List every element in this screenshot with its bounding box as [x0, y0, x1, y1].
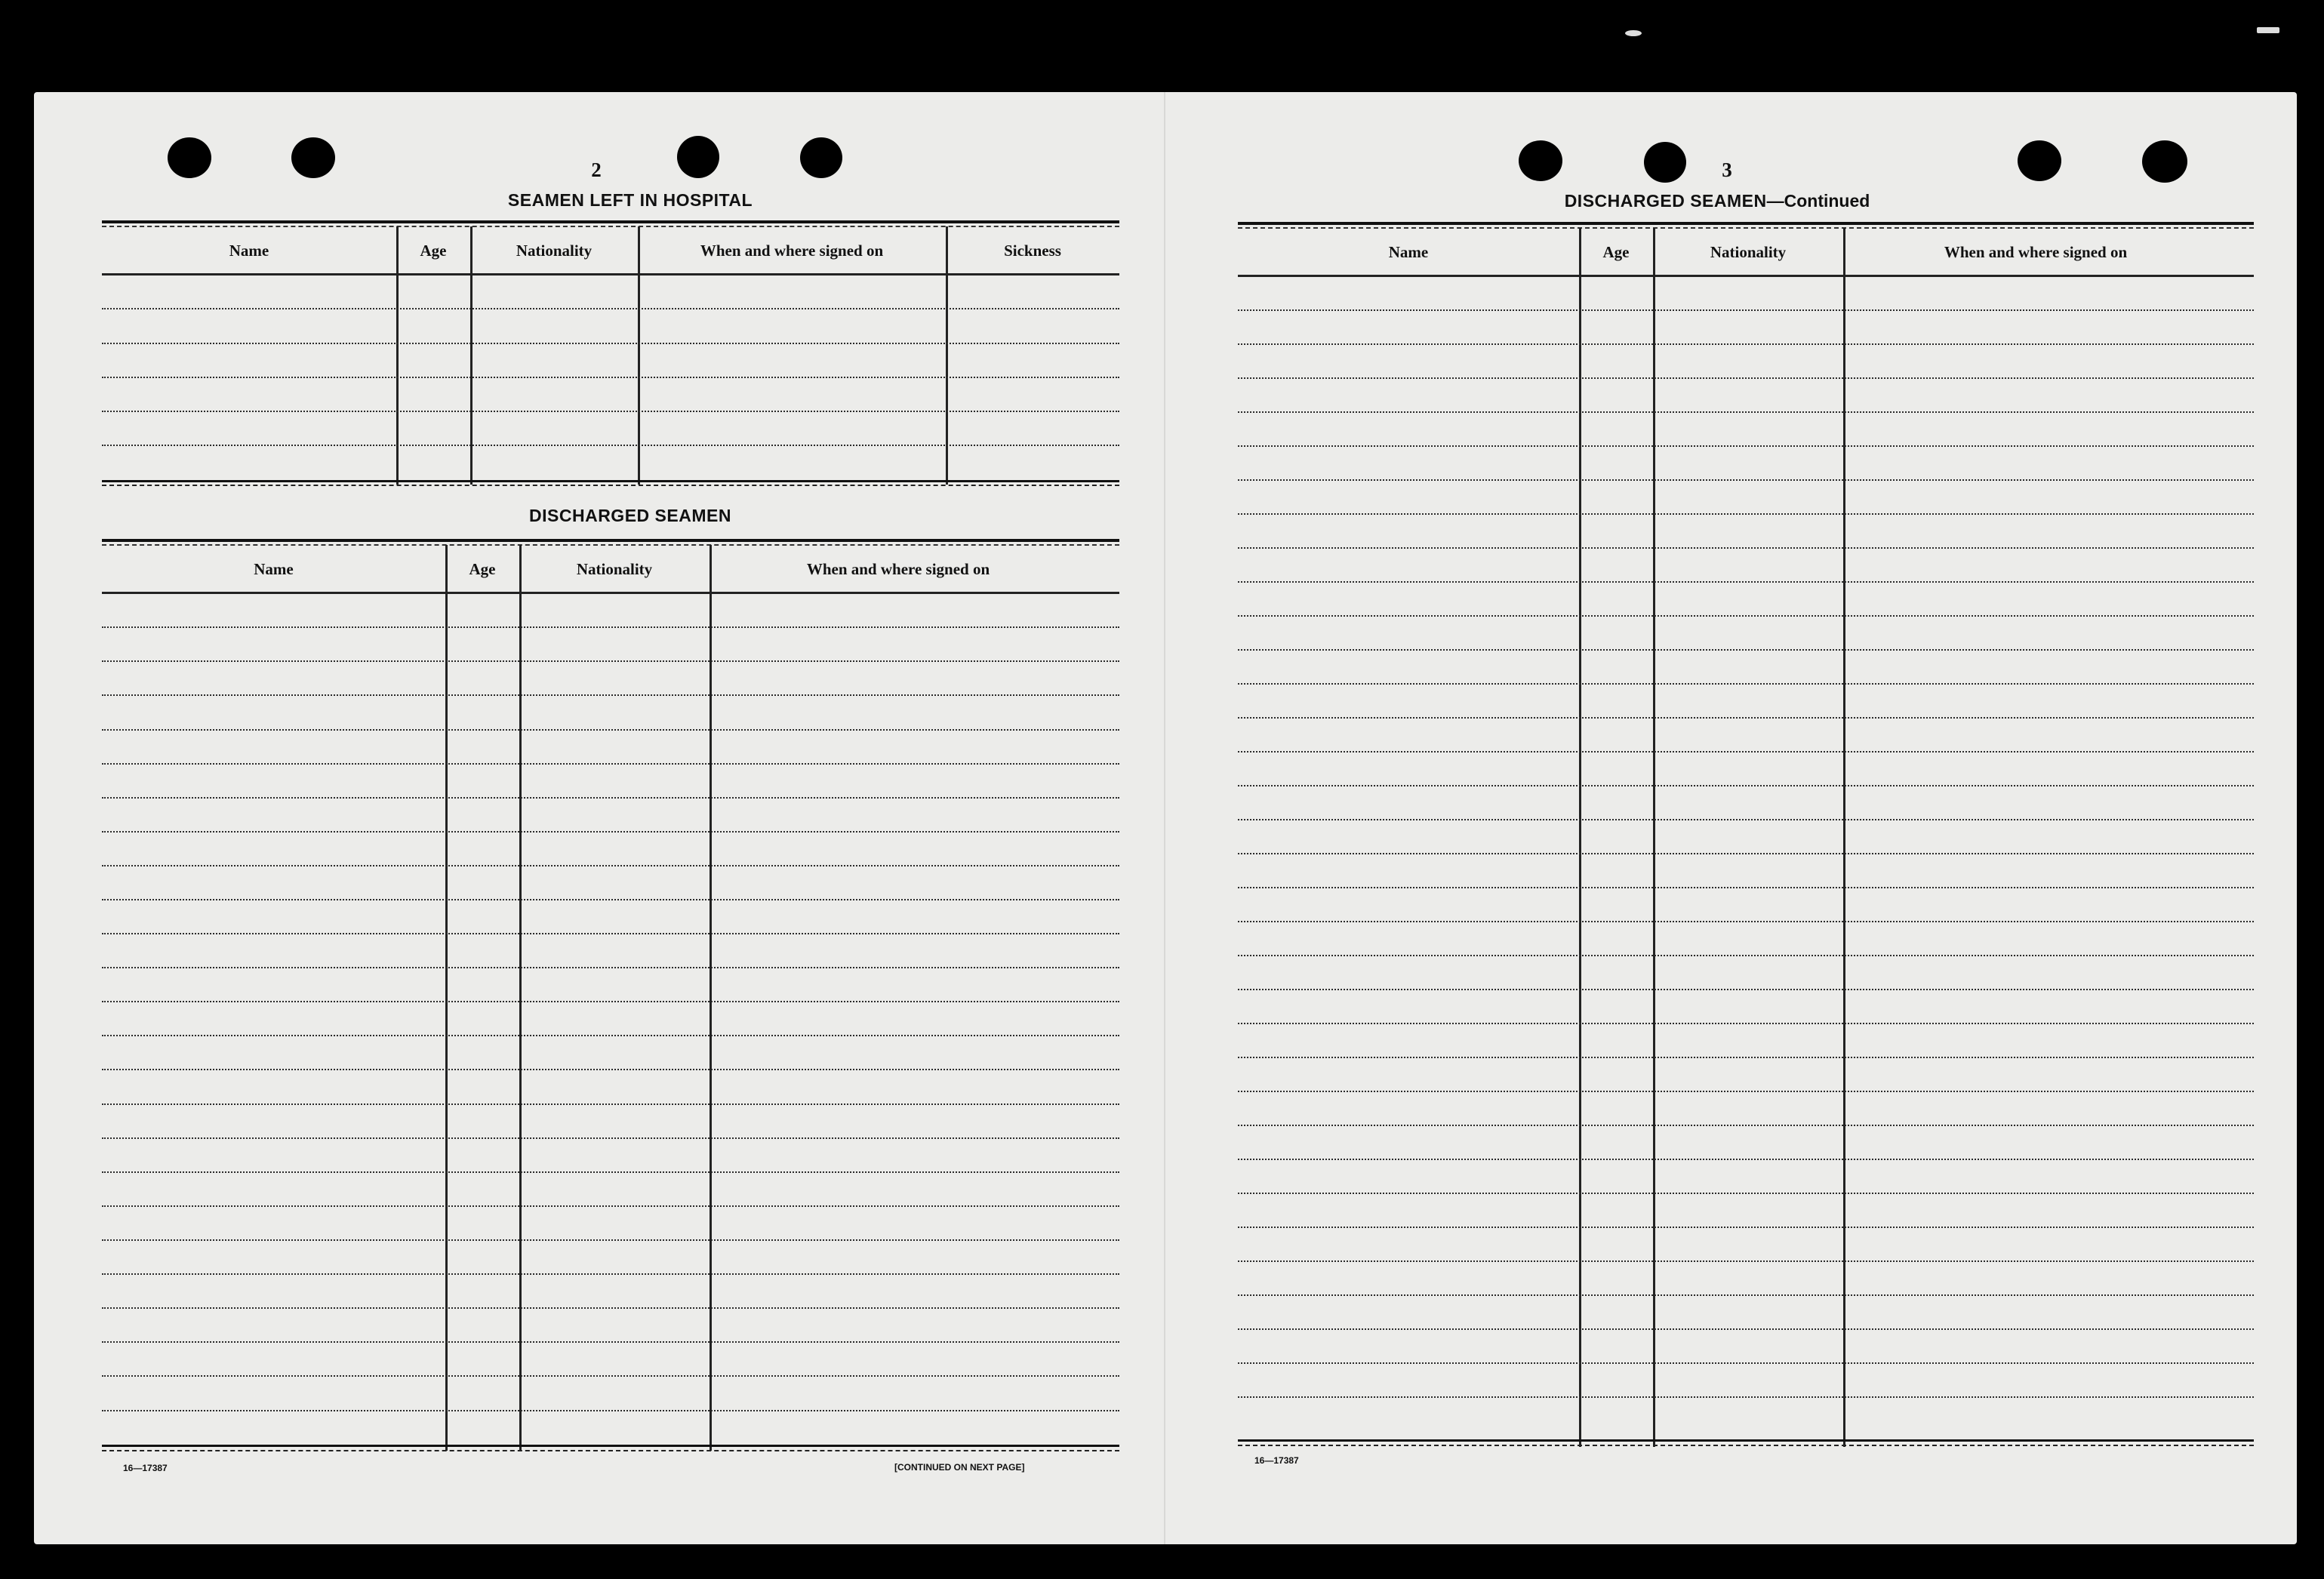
page-number: 3 — [1722, 159, 1732, 181]
scan-speck — [1625, 30, 1642, 36]
column-header-sickness: Sickness — [1004, 242, 1061, 260]
punch-hole — [677, 136, 719, 178]
punch-hole — [2142, 140, 2187, 183]
section-title-main: DISCHARGED SEAMEN — [1564, 191, 1767, 211]
discharged-continued-table — [1238, 222, 2254, 1452]
column-header-name: Name — [254, 560, 294, 578]
column-header-name: Name — [1388, 243, 1429, 261]
form-number: 16—17387 — [123, 1463, 168, 1473]
form-spread — [34, 92, 2297, 1544]
punch-hole — [2018, 140, 2061, 181]
scan-speck — [2257, 27, 2279, 33]
punch-hole — [291, 137, 335, 178]
column-header-when-where: When and where signed on — [806, 560, 990, 578]
section-title-suffix: —Continued — [1766, 191, 1870, 211]
punch-hole — [168, 137, 211, 178]
page-number: 2 — [591, 159, 602, 181]
column-header-when-where: When and where signed on — [1944, 243, 2128, 261]
column-header-age: Age — [420, 242, 447, 260]
column-header-nationality: Nationality — [576, 560, 653, 578]
punch-hole — [800, 137, 842, 178]
column-header-age: Age — [1602, 243, 1630, 261]
continued-note: [CONTINUED ON NEXT PAGE] — [894, 1462, 1025, 1473]
column-header-when-where: When and where signed on — [700, 242, 884, 260]
column-header-age: Age — [469, 560, 496, 578]
column-header-name: Name — [229, 242, 269, 260]
punch-hole — [1644, 142, 1686, 183]
section-title-hospital: SEAMEN LEFT IN HOSPITAL — [507, 190, 753, 210]
center-fold — [1164, 92, 1165, 1544]
column-header-nationality: Nationality — [1710, 243, 1787, 261]
section-title-discharged: DISCHARGED SEAMEN — [529, 506, 731, 525]
hospital-table — [102, 220, 1119, 501]
column-header-nationality: Nationality — [516, 242, 593, 260]
form-number: 16—17387 — [1254, 1455, 1299, 1466]
discharged-table — [102, 539, 1119, 1482]
section-title-discharged-continued — [1506, 191, 1928, 211]
punch-hole — [1519, 140, 1562, 181]
